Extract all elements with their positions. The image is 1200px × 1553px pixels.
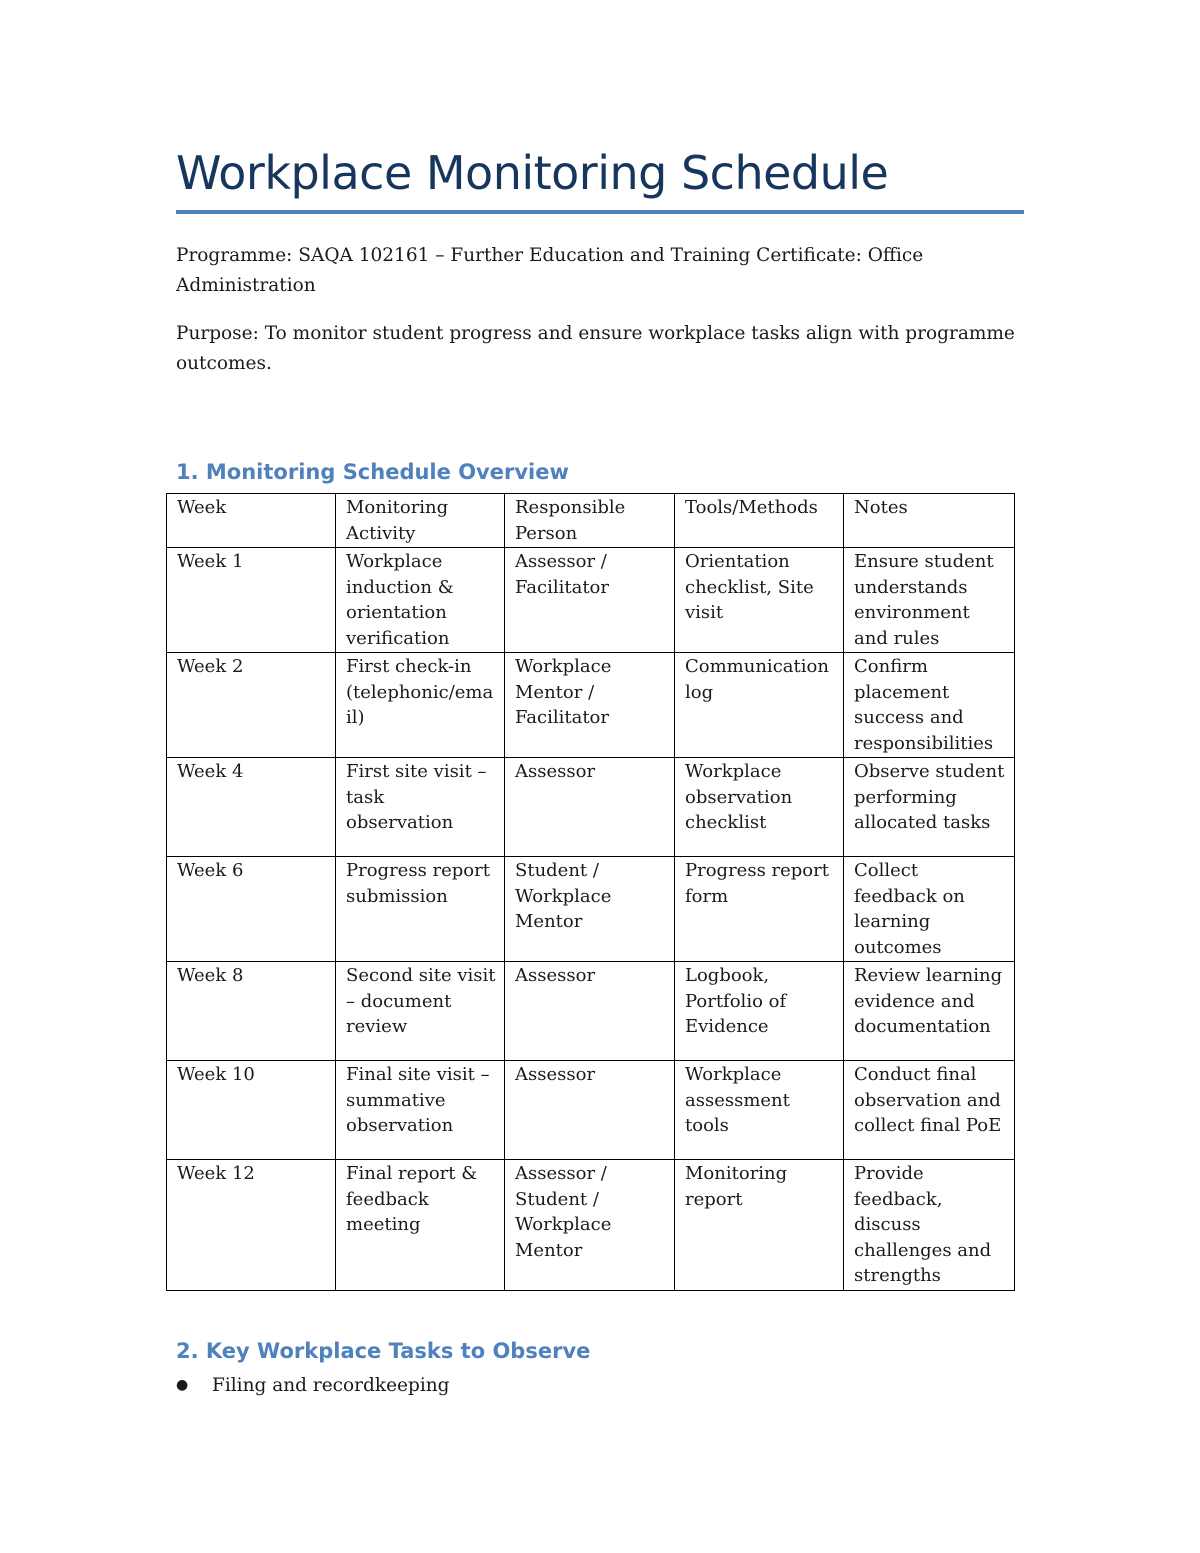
cell-week: Week 1 [167, 548, 336, 653]
section-heading-key-tasks: 2. Key Workplace Tasks to Observe [176, 1339, 591, 1363]
bullet-icon: ● [176, 1377, 189, 1393]
cell-responsible: Assessor / Facilitator [505, 548, 675, 653]
cell-responsible: Workplace Mentor / Facilitator [505, 653, 675, 758]
cell-tools: Logbook, Portfolio of Evidence [675, 962, 844, 1061]
cell-responsible: Assessor [505, 758, 675, 857]
cell-tools: Progress report form [675, 857, 844, 962]
header-cell-notes: Notes [844, 494, 1015, 548]
table-row [167, 857, 1015, 962]
table-row [167, 1160, 1015, 1291]
cell-responsible: Assessor [505, 1061, 675, 1160]
purpose-text: Purpose: To monitor student progress and ensure workplace tasks align with programme outcomes. [176, 323, 1015, 374]
table-row [167, 758, 1015, 857]
table-row [167, 548, 1015, 653]
table-header-row [167, 494, 1015, 548]
cell-week: Week 6 [167, 857, 336, 962]
cell-week: Week 8 [167, 962, 336, 1061]
header-cell-tools: Tools/Methods [675, 494, 844, 548]
cell-week: Week 4 [167, 758, 336, 857]
title-underline [176, 210, 1024, 214]
header-cell-week: Week [167, 494, 336, 548]
cell-week: Week 2 [167, 653, 336, 758]
cell-notes: Provide feedback, discuss challenges and strengths [844, 1160, 1015, 1291]
cell-activity: Second site visit – document review [336, 962, 505, 1061]
table-row [167, 653, 1015, 758]
cell-notes: Review learning evidence and documentation [844, 962, 1015, 1061]
list-item-text: Filing and recordkeeping [212, 1375, 450, 1396]
section-heading-schedule-overview: 1. Monitoring Schedule Overview [176, 460, 569, 484]
cell-tools: Workplace assessment tools [675, 1061, 844, 1160]
table-row [167, 962, 1015, 1061]
cell-tools: Orientation checklist, Site visit [675, 548, 844, 653]
programme-text: Programme: SAQA 102161 – Further Education and Training Certificate: Office Administration [176, 245, 924, 296]
cell-activity: First check-in (telephonic/email) [336, 653, 505, 758]
table-row [167, 1061, 1015, 1160]
cell-notes: Conduct final observation and collect final PoE [844, 1061, 1015, 1160]
header-cell-activity: Monitoring Activity [336, 494, 505, 548]
cell-responsible: Student / Workplace Mentor [505, 857, 675, 962]
cell-responsible: Assessor / Student / Workplace Mentor [505, 1160, 675, 1291]
cell-tools: Communication log [675, 653, 844, 758]
cell-activity: Workplace induction & orientation verification [336, 548, 505, 653]
key-tasks-list [176, 1371, 450, 1400]
cell-tools: Monitoring report [675, 1160, 844, 1291]
cell-activity: Final report & feedback meeting [336, 1160, 505, 1291]
cell-week: Week 10 [167, 1061, 336, 1160]
cell-notes: Ensure student understands environment and rules [844, 548, 1015, 653]
cell-notes: Observe student performing allocated tasks [844, 758, 1015, 857]
cell-notes: Collect feedback on learning outcomes [844, 857, 1015, 962]
page-title: Workplace Monitoring Schedule [176, 146, 889, 200]
cell-activity: First site visit – task observation [336, 758, 505, 857]
cell-responsible: Assessor [505, 962, 675, 1061]
cell-activity: Final site visit – summative observation [336, 1061, 505, 1160]
header-cell-responsible: Responsible Person [505, 494, 675, 548]
cell-notes: Confirm placement success and responsibilities [844, 653, 1015, 758]
cell-week: Week 12 [167, 1160, 336, 1291]
cell-tools: Workplace observation checklist [675, 758, 844, 857]
monitoring-schedule-table [166, 493, 1015, 1291]
list-item [176, 1371, 450, 1400]
cell-activity: Progress report submission [336, 857, 505, 962]
